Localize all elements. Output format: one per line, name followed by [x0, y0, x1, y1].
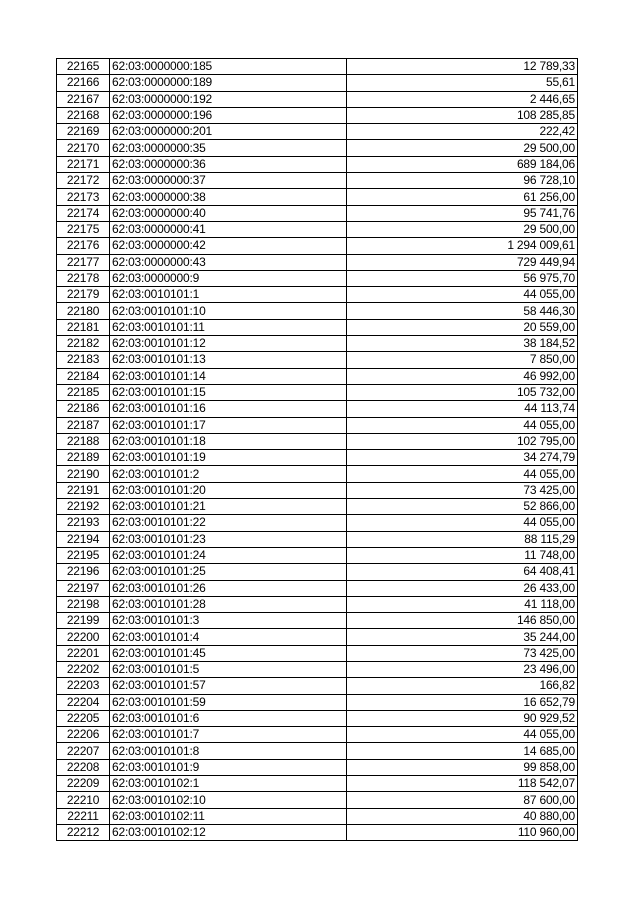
row-number-cell: 22179 — [57, 287, 110, 303]
table-row — [57, 808, 578, 824]
cadastral-number-cell: 62:03:0010101:59 — [110, 694, 347, 710]
row-number-cell: 22205 — [57, 710, 110, 726]
value-cell: 35 244,00 — [347, 629, 578, 645]
row-number-cell: 22201 — [57, 645, 110, 661]
cadastral-number-cell: 62:03:0000000:38 — [110, 189, 347, 205]
cadastral-number-cell: 62:03:0010101:5 — [110, 661, 347, 677]
table-row — [57, 792, 578, 808]
row-number-cell: 22173 — [57, 189, 110, 205]
table-row — [57, 156, 578, 172]
value-cell: 90 929,52 — [347, 710, 578, 726]
table-row — [57, 531, 578, 547]
row-number-cell: 22185 — [57, 384, 110, 400]
value-cell: 44 055,00 — [347, 727, 578, 743]
row-number-cell: 22175 — [57, 221, 110, 237]
value-cell: 88 115,29 — [347, 531, 578, 547]
cadastral-number-cell: 62:03:0010101:7 — [110, 727, 347, 743]
cadastral-value-table — [56, 58, 578, 841]
row-number-cell: 22211 — [57, 808, 110, 824]
row-number-cell: 22171 — [57, 156, 110, 172]
cadastral-number-cell: 62:03:0010101:16 — [110, 401, 347, 417]
row-number-cell: 22189 — [57, 450, 110, 466]
value-cell: 729 449,94 — [347, 254, 578, 270]
value-cell: 166,82 — [347, 678, 578, 694]
row-number-cell: 22187 — [57, 417, 110, 433]
table-row — [57, 107, 578, 123]
row-number-cell: 22176 — [57, 238, 110, 254]
cadastral-number-cell: 62:03:0010101:18 — [110, 433, 347, 449]
cadastral-number-cell: 62:03:0000000:9 — [110, 270, 347, 286]
table-row — [57, 515, 578, 531]
value-cell: 38 184,52 — [347, 336, 578, 352]
value-cell: 222,42 — [347, 124, 578, 140]
cadastral-number-cell: 62:03:0000000:201 — [110, 124, 347, 140]
value-cell: 102 795,00 — [347, 433, 578, 449]
cadastral-number-cell: 62:03:0010101:21 — [110, 499, 347, 515]
row-number-cell: 22192 — [57, 499, 110, 515]
value-cell: 23 496,00 — [347, 661, 578, 677]
row-number-cell: 22208 — [57, 759, 110, 775]
cadastral-number-cell: 62:03:0010102:11 — [110, 808, 347, 824]
cadastral-number-cell: 62:03:0000000:40 — [110, 205, 347, 221]
table-body — [57, 59, 578, 841]
table-row — [57, 221, 578, 237]
value-cell: 2 446,65 — [347, 91, 578, 107]
cadastral-number-cell: 62:03:0010101:4 — [110, 629, 347, 645]
table-row — [57, 254, 578, 270]
row-number-cell: 22197 — [57, 580, 110, 596]
cadastral-number-cell: 62:03:0010101:57 — [110, 678, 347, 694]
row-number-cell: 22166 — [57, 75, 110, 91]
value-cell: 689 184,06 — [347, 156, 578, 172]
value-cell: 73 425,00 — [347, 645, 578, 661]
cadastral-number-cell: 62:03:0000000:189 — [110, 75, 347, 91]
value-cell: 105 732,00 — [347, 384, 578, 400]
row-number-cell: 22204 — [57, 694, 110, 710]
cadastral-number-cell: 62:03:0010101:15 — [110, 384, 347, 400]
table-row — [57, 287, 578, 303]
value-cell: 146 850,00 — [347, 613, 578, 629]
row-number-cell: 22193 — [57, 515, 110, 531]
table-row — [57, 433, 578, 449]
row-number-cell: 22200 — [57, 629, 110, 645]
cadastral-number-cell: 62:03:0010101:11 — [110, 319, 347, 335]
value-cell: 20 559,00 — [347, 319, 578, 335]
table-row — [57, 499, 578, 515]
value-cell: 46 992,00 — [347, 368, 578, 384]
cadastral-number-cell: 62:03:0000000:196 — [110, 107, 347, 123]
table-row — [57, 238, 578, 254]
table-row — [57, 466, 578, 482]
value-cell: 44 055,00 — [347, 466, 578, 482]
table-row — [57, 75, 578, 91]
value-cell: 29 500,00 — [347, 221, 578, 237]
table-row — [57, 189, 578, 205]
table-row — [57, 596, 578, 612]
table-row — [57, 368, 578, 384]
row-number-cell: 22174 — [57, 205, 110, 221]
value-cell: 16 652,79 — [347, 694, 578, 710]
cadastral-number-cell: 62:03:0010101:22 — [110, 515, 347, 531]
row-number-cell: 22203 — [57, 678, 110, 694]
table-row — [57, 270, 578, 286]
table-row — [57, 91, 578, 107]
value-cell: 64 408,41 — [347, 564, 578, 580]
cadastral-number-cell: 62:03:0010101:26 — [110, 580, 347, 596]
cadastral-number-cell: 62:03:0000000:42 — [110, 238, 347, 254]
row-number-cell: 22172 — [57, 173, 110, 189]
value-cell: 34 274,79 — [347, 450, 578, 466]
row-number-cell: 22167 — [57, 91, 110, 107]
value-cell: 110 960,00 — [347, 824, 578, 840]
table-row — [57, 124, 578, 140]
row-number-cell: 22207 — [57, 743, 110, 759]
row-number-cell: 22188 — [57, 433, 110, 449]
value-cell: 58 446,30 — [347, 303, 578, 319]
value-cell: 99 858,00 — [347, 759, 578, 775]
cadastral-number-cell: 62:03:0010101:23 — [110, 531, 347, 547]
cadastral-number-cell: 62:03:0010101:12 — [110, 336, 347, 352]
value-cell: 108 285,85 — [347, 107, 578, 123]
table-row — [57, 580, 578, 596]
table-row — [57, 384, 578, 400]
row-number-cell: 22194 — [57, 531, 110, 547]
value-cell: 118 542,07 — [347, 776, 578, 792]
cadastral-number-cell: 62:03:0010101:1 — [110, 287, 347, 303]
table-row — [57, 710, 578, 726]
cadastral-number-cell: 62:03:0010101:10 — [110, 303, 347, 319]
cadastral-number-cell: 62:03:0000000:35 — [110, 140, 347, 156]
table-row — [57, 678, 578, 694]
cadastral-number-cell: 62:03:0000000:36 — [110, 156, 347, 172]
row-number-cell: 22177 — [57, 254, 110, 270]
cadastral-number-cell: 62:03:0010102:12 — [110, 824, 347, 840]
cadastral-number-cell: 62:03:0010101:45 — [110, 645, 347, 661]
row-number-cell: 22178 — [57, 270, 110, 286]
value-cell: 14 685,00 — [347, 743, 578, 759]
value-cell: 61 256,00 — [347, 189, 578, 205]
row-number-cell: 22191 — [57, 482, 110, 498]
row-number-cell: 22182 — [57, 336, 110, 352]
table-row — [57, 613, 578, 629]
table-row — [57, 482, 578, 498]
cadastral-number-cell: 62:03:0010102:10 — [110, 792, 347, 808]
table-row — [57, 319, 578, 335]
value-cell: 40 880,00 — [347, 808, 578, 824]
cadastral-number-cell: 62:03:0000000:192 — [110, 91, 347, 107]
row-number-cell: 22209 — [57, 776, 110, 792]
table-row — [57, 824, 578, 840]
value-cell: 44 055,00 — [347, 515, 578, 531]
cadastral-number-cell: 62:03:0010101:13 — [110, 352, 347, 368]
value-cell: 96 728,10 — [347, 173, 578, 189]
cadastral-number-cell: 62:03:0010101:19 — [110, 450, 347, 466]
table-row — [57, 59, 578, 75]
table-row — [57, 205, 578, 221]
value-cell: 44 055,00 — [347, 417, 578, 433]
row-number-cell: 22165 — [57, 59, 110, 75]
cadastral-number-cell: 62:03:0010101:28 — [110, 596, 347, 612]
value-cell: 55,61 — [347, 75, 578, 91]
table-row — [57, 694, 578, 710]
row-number-cell: 22199 — [57, 613, 110, 629]
row-number-cell: 22190 — [57, 466, 110, 482]
cadastral-number-cell: 62:03:0010101:14 — [110, 368, 347, 384]
cadastral-number-cell: 62:03:0010101:2 — [110, 466, 347, 482]
row-number-cell: 22198 — [57, 596, 110, 612]
cadastral-number-cell: 62:03:0010101:25 — [110, 564, 347, 580]
cadastral-number-cell: 62:03:0010101:9 — [110, 759, 347, 775]
value-cell: 12 789,33 — [347, 59, 578, 75]
value-cell: 95 741,76 — [347, 205, 578, 221]
value-cell: 87 600,00 — [347, 792, 578, 808]
row-number-cell: 22170 — [57, 140, 110, 156]
table-row — [57, 743, 578, 759]
cadastral-number-cell: 62:03:0010102:1 — [110, 776, 347, 792]
row-number-cell: 22196 — [57, 564, 110, 580]
row-number-cell: 22202 — [57, 661, 110, 677]
row-number-cell: 22180 — [57, 303, 110, 319]
table-row — [57, 336, 578, 352]
table-row — [57, 629, 578, 645]
value-cell: 7 850,00 — [347, 352, 578, 368]
value-cell: 73 425,00 — [347, 482, 578, 498]
cadastral-number-cell: 62:03:0010101:8 — [110, 743, 347, 759]
table-row — [57, 547, 578, 563]
row-number-cell: 22210 — [57, 792, 110, 808]
cadastral-number-cell: 62:03:0000000:185 — [110, 59, 347, 75]
table-row — [57, 140, 578, 156]
table-row — [57, 401, 578, 417]
table-row — [57, 727, 578, 743]
value-cell: 44 113,74 — [347, 401, 578, 417]
cadastral-number-cell: 62:03:0010101:24 — [110, 547, 347, 563]
cadastral-number-cell: 62:03:0010101:6 — [110, 710, 347, 726]
row-number-cell: 22195 — [57, 547, 110, 563]
value-cell: 56 975,70 — [347, 270, 578, 286]
row-number-cell: 22184 — [57, 368, 110, 384]
table-row — [57, 352, 578, 368]
table-row — [57, 564, 578, 580]
value-cell: 11 748,00 — [347, 547, 578, 563]
table-row — [57, 417, 578, 433]
cadastral-number-cell: 62:03:0010101:3 — [110, 613, 347, 629]
row-number-cell: 22186 — [57, 401, 110, 417]
row-number-cell: 22181 — [57, 319, 110, 335]
value-cell: 52 866,00 — [347, 499, 578, 515]
cadastral-number-cell: 62:03:0000000:41 — [110, 221, 347, 237]
table-row — [57, 450, 578, 466]
value-cell: 44 055,00 — [347, 287, 578, 303]
value-cell: 1 294 009,61 — [347, 238, 578, 254]
table-row — [57, 776, 578, 792]
table-row — [57, 645, 578, 661]
row-number-cell: 22169 — [57, 124, 110, 140]
row-number-cell: 22212 — [57, 824, 110, 840]
value-cell: 29 500,00 — [347, 140, 578, 156]
table-row — [57, 759, 578, 775]
table-row — [57, 303, 578, 319]
table-row — [57, 173, 578, 189]
cadastral-number-cell: 62:03:0000000:37 — [110, 173, 347, 189]
cadastral-number-cell: 62:03:0000000:43 — [110, 254, 347, 270]
cadastral-number-cell: 62:03:0010101:17 — [110, 417, 347, 433]
value-cell: 41 118,00 — [347, 596, 578, 612]
value-cell: 26 433,00 — [347, 580, 578, 596]
row-number-cell: 22168 — [57, 107, 110, 123]
table-row — [57, 661, 578, 677]
row-number-cell: 22206 — [57, 727, 110, 743]
row-number-cell: 22183 — [57, 352, 110, 368]
cadastral-number-cell: 62:03:0010101:20 — [110, 482, 347, 498]
